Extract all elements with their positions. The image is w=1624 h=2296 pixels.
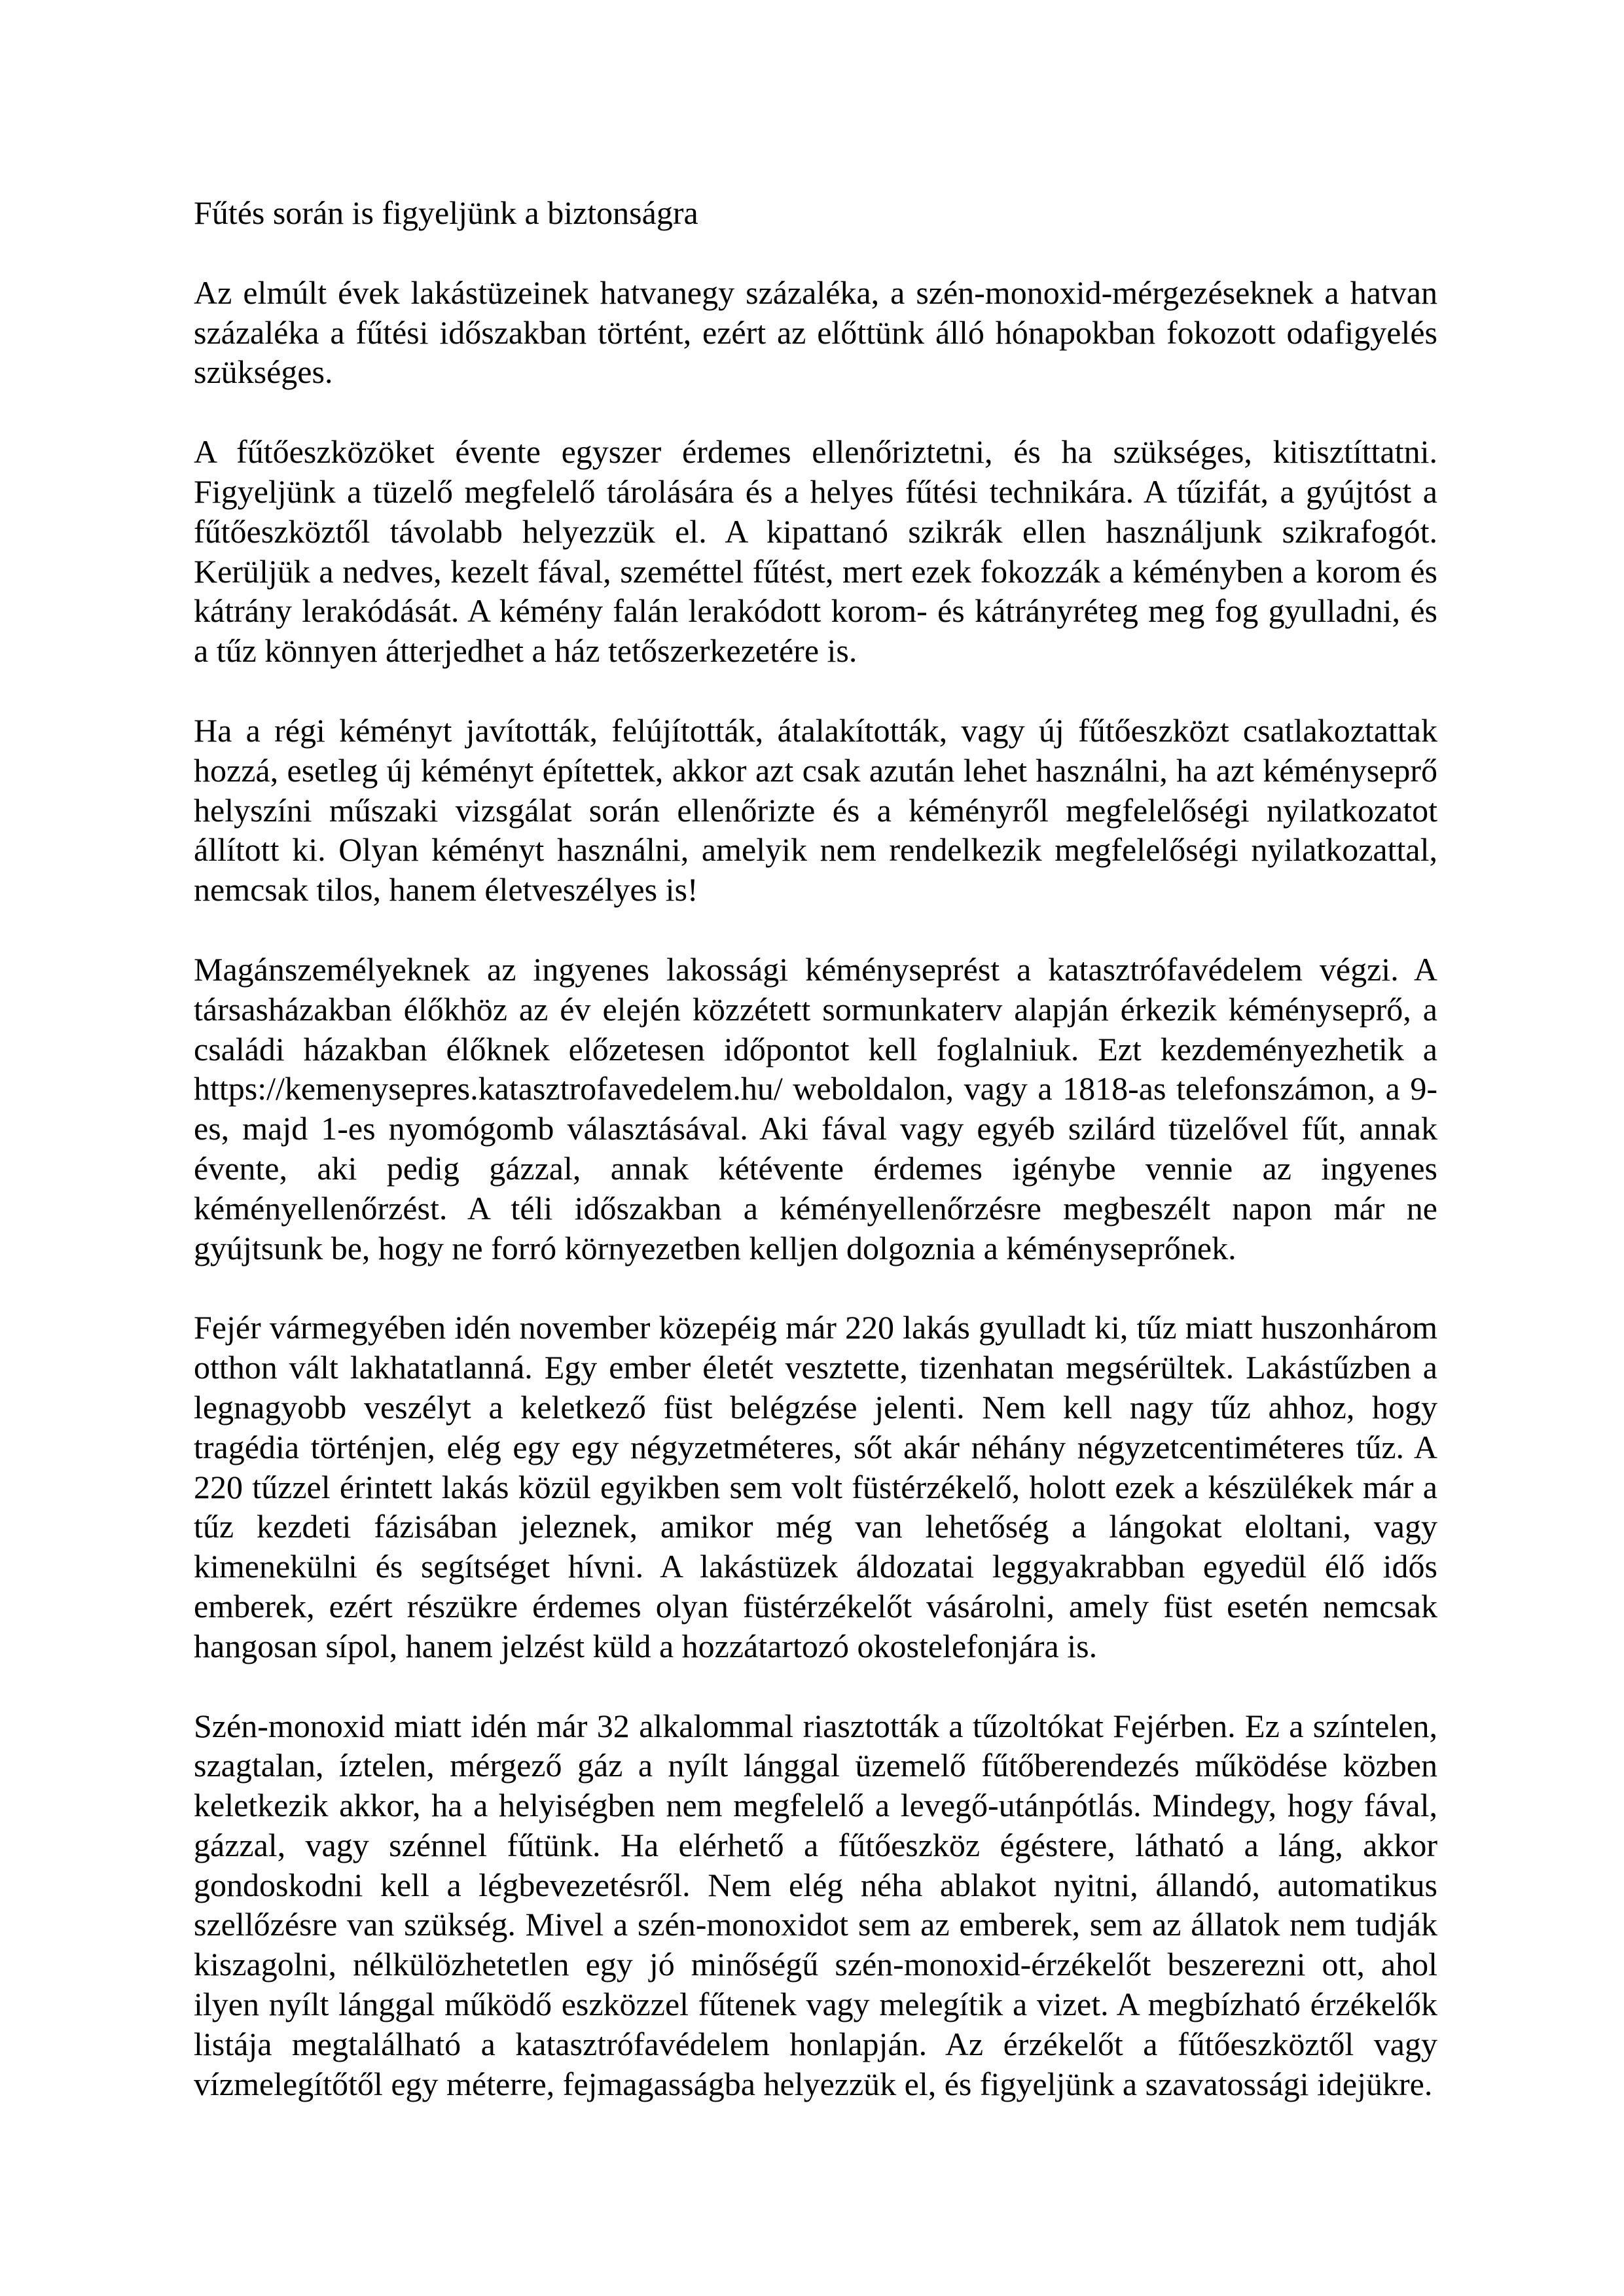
document-title: Fűtés során is figyeljünk a biztonságra: [194, 194, 698, 231]
paragraph-chimney-sweeping: Magánszemélyeknek az ingyenes lakossági kéményseprést a katasztrófavédelem végzi. A társasházakban élőkhöz az év elején közzétett sormunkaterv alapján érkezik kéményseprő, a családi házakban élőknek előzetesen időpontot kell foglalniuk. Ezt kezdeményezhetik a https://kemenysepres.katasztrofavedelem.hu/ weboldalon, vagy a 1818-as telefonszámon, a 9-es, majd 1-es nyomógomb választásával. Aki fával vagy egyéb szilárd tüzelővel fűt, annak évente, aki pedig gázzal, annak kétévente érdemes igénybe vennie az ingyenes kéményellenőrzést. A téli időszakban a kéményellenőrzésre megbeszélt napon már ne gyújtsunk be, hogy ne forró környezetben kelljen dolgoznia a kéményseprőnek.: [194, 950, 1437, 1266]
paragraph-heater-maintenance: A fűtőeszközöket évente egyszer érdemes ellenőriztetni, és ha szükséges, kitisztíttatni. Figyeljünk a tüzelő megfelelő tárolására és a helyes fűtési technikára. A tűzifát, a gyújtóst a fűtőeszköztől távolabb helyezzük el. A kipattanó szikrák ellen használjunk szikrafogót. Kerüljük a nedves, kezelt fával, szeméttel fűtést, mert ezek fokozzák a kéményben a korom és kátrány lerakódását. A kémény falán lerakódott korom- és kátrányréteg meg fog gyulladni, és a tűz könnyen átterjedhet a ház tetőszerkezetére is.: [194, 433, 1437, 670]
paragraph-heating-statistics: Az elmúlt évek lakástüzeinek hatvanegy százaléka, a szén-monoxid-mérgezéseknek a hatvan százaléka a fűtési időszakban történt, ezért az előttünk álló hónapokban fokozott odafigyelés szükséges.: [194, 274, 1437, 391]
paragraph-carbon-monoxide: Szén-monoxid miatt idén már 32 alkalommal riasztották a tűzoltókat Fejérben. Ez a színtelen, szagtalan, íztelen, mérgező gáz a nyílt lánggal üzemelő fűtőberendezés működése közben keletkezik akkor, ha a helyiségben nem megfelelő a levegő-utánpótlás. Mindegy, hogy fával, gázzal, vagy szénnel fűtünk. Ha elérhető a fűtőeszköz égéstere, látható a láng, akkor gondoskodni kell a légbevezetésről. Nem elég néha ablakot nyitni, állandó, automatikus szellőzésre van szükség. Mivel a szén-monoxidot sem az emberek, sem az állatok nem tudják kiszagolni, nélkülözhetetlen egy jó minőségű szén-monoxid-érzékelőt beszerezni ott, ahol ilyen nyílt lánggal működő eszközzel fűtenek vagy melegítik a vizet. A megbízható érzékelők listája megtalálható a katasztrófavédelem honlapján. Az érzékelőt a fűtőeszköztől vagy vízmelegítőtől egy méterre, fejmagasságba helyezzük el, és figyeljünk a szavatossági idejükre.: [194, 1707, 1437, 2102]
paragraph-fire-statistics: Fejér vármegyében idén november közepéig már 220 lakás gyulladt ki, tűz miatt huszonhárom otthon vált lakhatatlanná. Egy ember életét vesztette, tizenhatan megsérültek. Lakástűzben a legnagyobb veszélyt a keletkező füst belégzése jelenti. Nem kell nagy tűz ahhoz, hogy tragédia történjen, elég egy egy négyzetméteres, sőt akár néhány négyzetcentiméteres tűz. A 220 tűzzel érintett lakás közül egyikben sem volt füstérzékelő, holott ezek a készülékek már a tűz kezdeti fázisában jeleznek, amikor még van lehetőség a lángokat eloltani, vagy kimenekülni és segítséget hívni. A lakástüzek áldozatai leggyakrabban egyedül élő idős emberek, ezért részükre érdemes olyan füstérzékelőt vásárolni, amely füst esetén nemcsak hangosan sípol, hanem jelzést küld a hozzátartozó okostelefonjára is.: [194, 1309, 1437, 1664]
paragraph-chimney-compliance: Ha a régi kéményt javították, felújították, átalakították, vagy új fűtőeszközt csatlakoztattak hozzá, esetleg új kéményt építettek, akkor azt csak azután lehet használni, ha azt kéményseprő helyszíni műszaki vizsgálat során ellenőrizte és a kéményről megfelelőségi nyilatkozatot állított ki. Olyan kéményt használni, amelyik nem rendelkezik megfelelőségi nyilatkozattal, nemcsak tilos, hanem életveszélyes is!: [194, 711, 1437, 908]
document-page: [194, 193, 1437, 2104]
